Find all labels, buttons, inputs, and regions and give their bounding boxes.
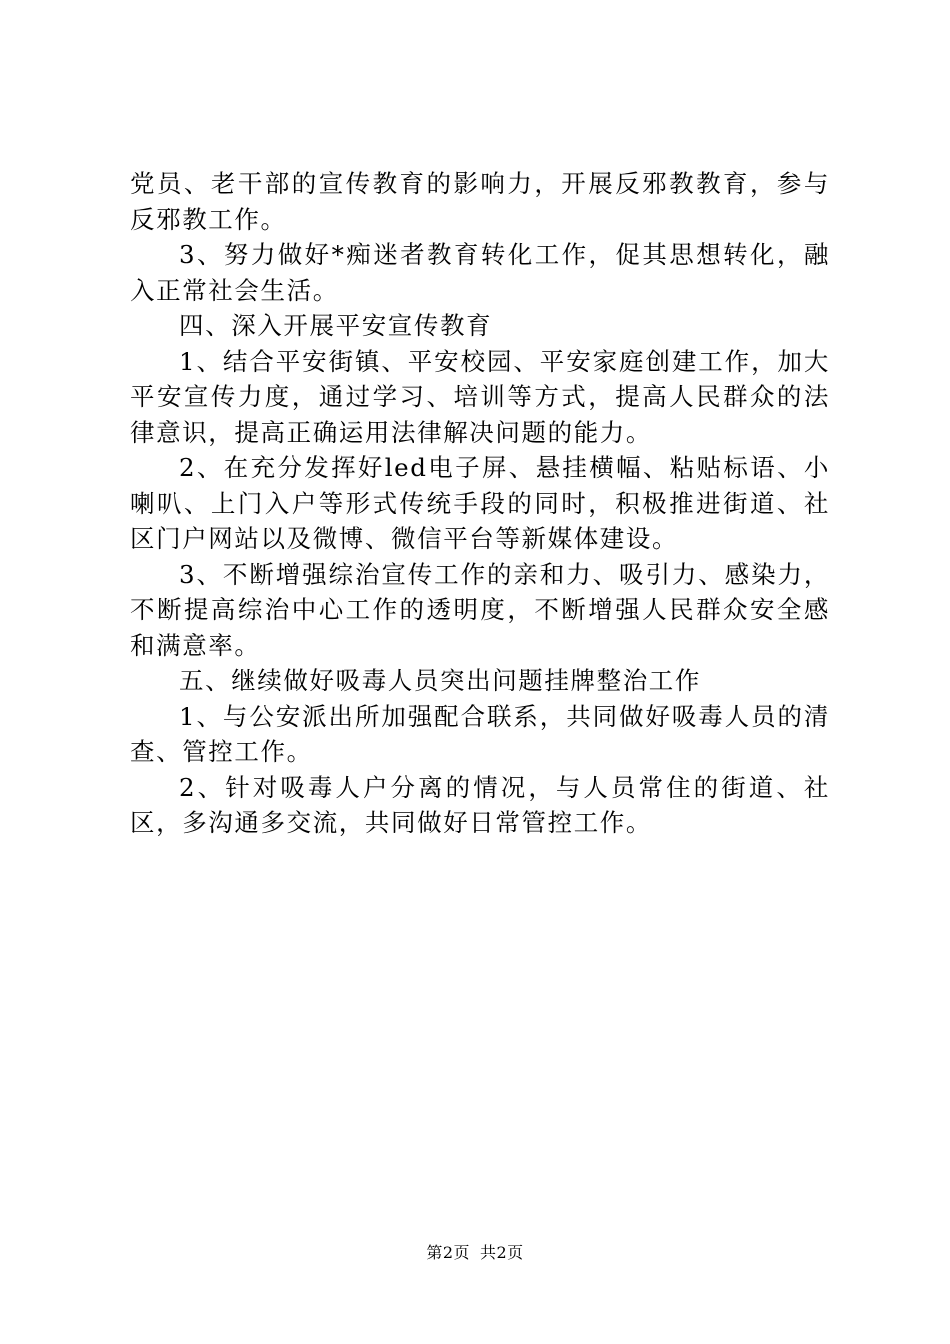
section-heading-5: 五、继续做好吸毒人员突出问题挂牌整治工作: [179, 666, 701, 695]
page-number: 第2页: [426, 1243, 470, 1262]
paragraph-7: 2、针对吸毒人户分离的情况，与人员常住的街道、社区，多沟通多交流，共同做好日常管控工作。: [130, 772, 830, 837]
paragraph-2: 3、努力做好*痴迷者教育转化工作，促其思想转化，融入正常社会生活。: [130, 240, 830, 305]
document-body: [130, 166, 830, 841]
paragraph-1: 党员、老干部的宣传教育的影响力，开展反邪教教育，参与反邪教工作。: [130, 169, 830, 234]
paragraph-3: 1、结合平安街镇、平安校园、平安家庭创建工作，加大平安宣传力度，通过学习、培训等方式，提高人民群众的法律意识，提高正确运用法律解决问题的能力。: [130, 346, 830, 447]
paragraph-6: 1、与公安派出所加强配合联系，共同做好吸毒人员的清查、管控工作。: [130, 701, 830, 766]
page-total: 共2页: [480, 1243, 524, 1262]
paragraph-5: 3、不断增强综治宣传工作的亲和力、吸引力、感染力，不断提高综治中心工作的透明度，不断增强人民群众安全感和满意率。: [130, 559, 830, 660]
paragraph-4: 2、在充分发挥好led电子屏、悬挂横幅、粘贴标语、小喇叭、上门入户等形式传统手段的同时，积极推进街道、社区门户网站以及微博、微信平台等新媒体建设。: [130, 453, 830, 553]
section-heading-4: 四、深入开展平安宣传教育: [179, 311, 493, 340]
page-footer: [0, 1243, 950, 1263]
